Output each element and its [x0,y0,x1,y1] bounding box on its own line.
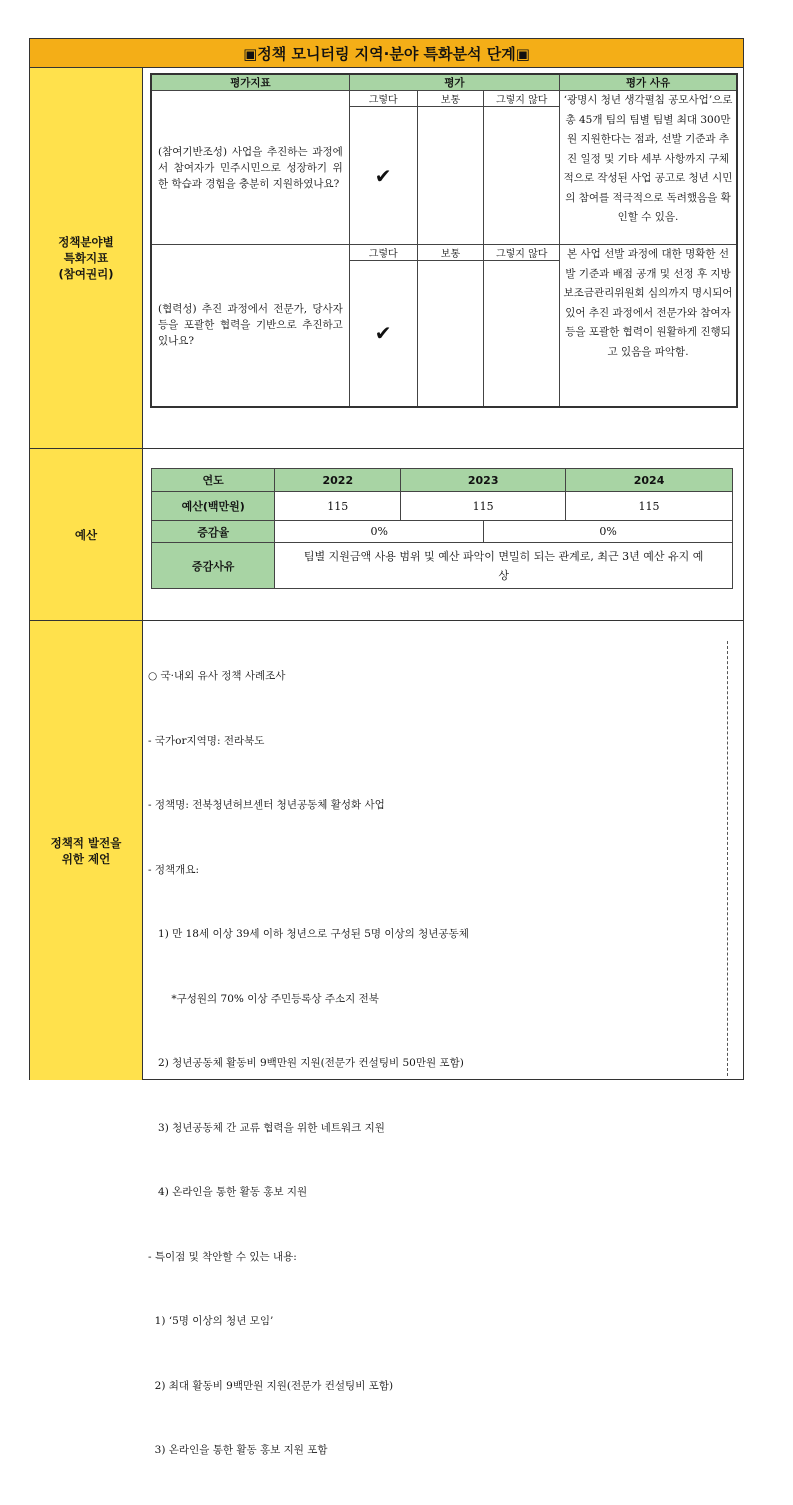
change-rate-2023: 0% [275,521,484,543]
proposal-line: 2) 청년공동체 활동비 9백만원 지원(전문가 컨설팅비 50만원 포함) [148,1057,464,1069]
rating-cell-neutral[interactable] [417,107,484,245]
year-2022: 2022 [275,469,401,492]
budget-value-2022: 115 [275,492,401,521]
page-title: ▣정책 모니터링 지역·분야 특화분석 단계▣ [30,39,743,68]
proposal-section-label: 정책적 발전을 위한 제언 [30,621,143,1080]
budget-section-label: 예산 [30,449,143,620]
indicator-section-label: 정책분야별 특화지표 (참여권리) [30,68,143,448]
evaluation-reason: ‘광명시 청년 생각펼침 공모사업’으로 총 45개 팀의 팀별 팀별 최대 300만원 지원한다는 점과, 선발 기준과 추진 일정 및 기타 세부 사항까지 구체적으로 작성된 사업 공고로 청년 시민의 참여를 적극적으로 독려했음을 확인할 수 있음. [560,91,737,245]
proposal-line: - 국가or지역명: 전라북도 [148,734,265,747]
margin-divider [727,641,728,1076]
budget-value-2024: 115 [566,492,733,521]
change-rate-label: 증감율 [152,521,275,543]
change-rate-2024: 0% [484,521,733,543]
evaluation-table [150,73,738,408]
proposal-line: 4) 온라인을 통한 활동 홍보 지원 [148,1186,308,1198]
rating-option-neutral: 보통 [417,245,484,261]
check-mark-icon[interactable]: ✔ [349,107,417,245]
proposal-line: - 정책개요: [148,863,199,876]
evaluation-reason: 본 사업 선발 과정에 대한 명확한 선발 기준과 배점 공개 및 선정 후 지방보조금관리위원회 심의까지 명시되어 있어 추진 과정에서 전문가와 참여자 등을 포괄한 협력이 원활하게 진행되고 있음을 파악함. [560,245,737,407]
budget-section [30,449,743,621]
proposal-line: ○ 국·내외 유사 정책 사례조사 [148,670,286,682]
proposal-line: *구성원의 70% 이상 주민등록상 주소지 전북 [148,992,379,1005]
header-indicator: 평가지표 [151,74,349,91]
proposal-text [148,623,469,1505]
proposal-line: 3) 청년공동체 간 교류 협력을 위한 네트워크 지원 [148,1121,385,1134]
change-reason-label: 증감사유 [152,543,275,589]
indicator-section [30,68,743,449]
budget-table [151,468,733,589]
rating-option-no: 그렇지 않다 [484,91,560,107]
proposal-line: 1) 만 18세 이상 39세 이하 청년으로 구성된 5명 이상의 청년공동체 [148,928,469,940]
header-reason: 평가 사유 [560,74,737,91]
rating-option-no: 그렇지 않다 [484,245,560,261]
check-mark-icon[interactable]: ✔ [349,261,417,407]
change-reason-body: 팀별 지원금액 사용 범위 및 예산 파악이 면밀히 되는 관계로, 최근 3년 예산 유지 예상 [303,549,704,582]
indicator-question: (참여기반조성) 사업을 추진하는 과정에서 참여자가 민주시민으로 성장하기 위한 학습과 경험을 충분히 지원하였나요? [151,91,349,245]
budget-value-2023: 115 [401,492,566,521]
rating-cell-no[interactable] [484,261,560,407]
year-2023: 2023 [401,469,566,492]
rating-cell-neutral[interactable] [417,261,484,407]
proposal-line: - 특이점 및 착안할 수 있는 내용: [148,1250,297,1263]
indicator-question: (협력성) 추진 과정에서 전문가, 당사자 등을 포괄한 협력을 기반으로 추진하고 있나요? [151,245,349,407]
year-header: 연도 [152,469,275,492]
rating-option-yes: 그렇다 [349,91,417,107]
change-reason-text [275,543,733,589]
proposal-line: - 정책명: 전북청년허브센터 청년공동체 활성화 사업 [148,799,385,811]
proposal-line: 3) 온라인을 통한 활동 홍보 지원 포함 [148,1444,328,1456]
proposal-section [30,621,743,1456]
budget-label: 예산(백만원) [152,492,275,521]
rating-option-yes: 그렇다 [349,245,417,261]
rating-cell-no[interactable] [484,107,560,245]
proposal-line: 1) ‘5명 이상의 청년 모임’ [148,1315,274,1327]
policy-monitoring-form [29,38,744,1456]
proposal-line: 2) 최대 활동비 9백만원 지원(전문가 컨설팅비 포함) [148,1379,394,1392]
header-evaluation: 평가 [349,74,559,91]
year-2024: 2024 [566,469,733,492]
rating-option-neutral: 보통 [417,91,484,107]
